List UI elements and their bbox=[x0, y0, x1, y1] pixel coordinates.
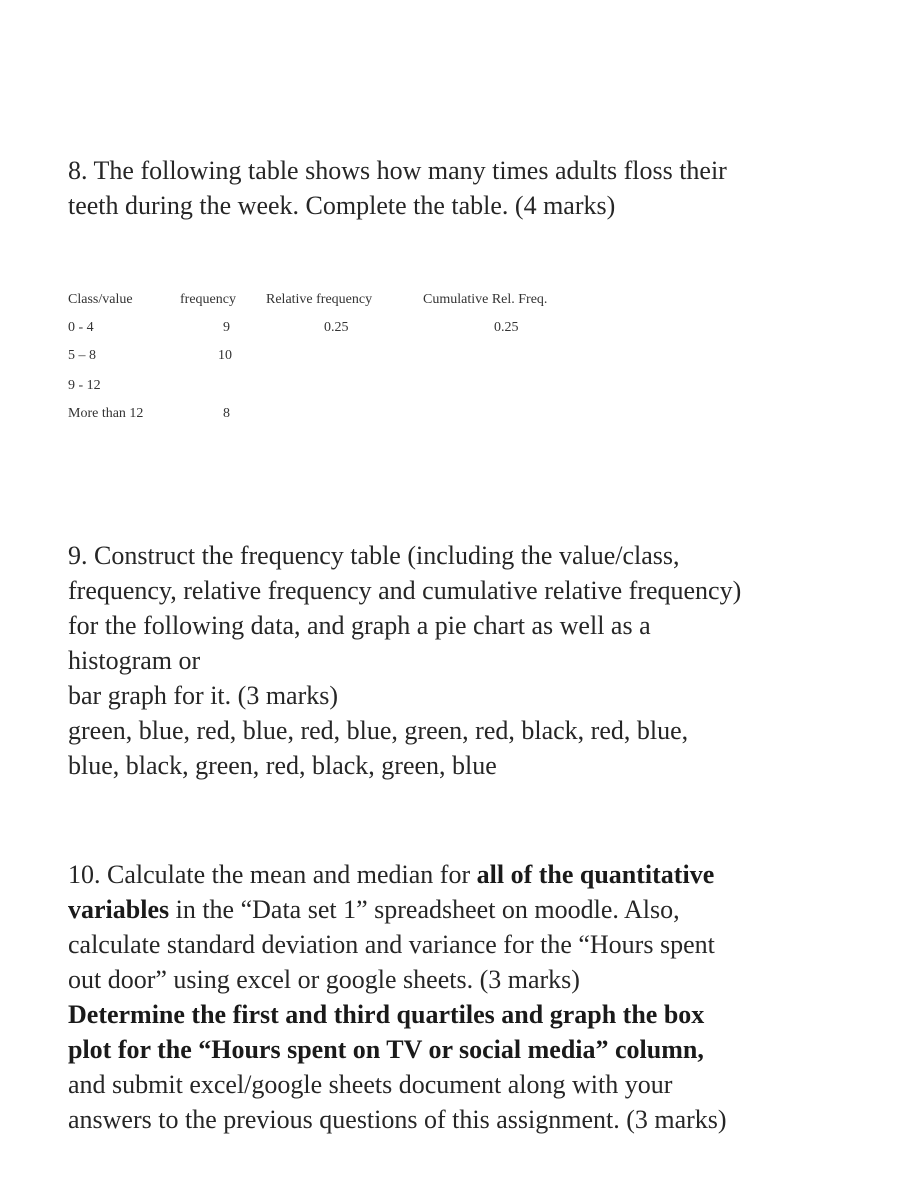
cell-class: 9 - 12 bbox=[68, 378, 101, 393]
question-9-line-1: 9. Construct the frequency table (including the value/class, bbox=[68, 541, 680, 570]
question-9-line-3: for the following data, and graph a pie chart as well as a bbox=[68, 611, 651, 640]
cell-cumulative: 0.25 bbox=[494, 320, 519, 335]
cell-frequency: 10 bbox=[218, 348, 232, 363]
question-10-line-1 bbox=[68, 857, 868, 892]
question-10 bbox=[68, 857, 868, 1137]
cell-class: 0 - 4 bbox=[68, 320, 94, 335]
cell-frequency: 9 bbox=[223, 320, 230, 335]
question-10-line-2-text: in the “Data set 1” spreadsheet on moodle. Also, bbox=[169, 895, 680, 924]
question-9-line-2: frequency, relative frequency and cumulative relative frequency) bbox=[68, 576, 742, 605]
question-10-line-5 bbox=[68, 997, 868, 1032]
question-9-line-4: histogram or bbox=[68, 646, 201, 675]
question-10-line-1-text: 10. Calculate the mean and median for bbox=[68, 860, 477, 889]
question-10-line-6-bold: plot for the “Hours spent on TV or social media” column, bbox=[68, 1035, 704, 1064]
header-cumulative-rel-freq: Cumulative Rel. Freq. bbox=[423, 292, 548, 307]
question-9-line-5: bar graph for it. (3 marks) bbox=[68, 681, 339, 710]
cell-class: 5 – 8 bbox=[68, 348, 96, 363]
question-10-line-2 bbox=[68, 892, 868, 927]
cell-relative: 0.25 bbox=[324, 320, 349, 335]
question-10-line-3: calculate standard deviation and variance for the “Hours spent bbox=[68, 930, 715, 959]
question-10-line-8: answers to the previous questions of this assignment. (3 marks) bbox=[68, 1105, 727, 1134]
header-frequency: frequency bbox=[180, 292, 236, 307]
header-relative-frequency: Relative frequency bbox=[266, 292, 373, 307]
question-8-line-2: teeth during the week. Complete the table. (4 marks) bbox=[68, 191, 616, 220]
header-class-value: Class/value bbox=[68, 292, 133, 307]
cell-frequency: 8 bbox=[223, 406, 230, 421]
question-9-data-line-1: green, blue, red, blue, red, blue, green, red, black, red, blue, bbox=[68, 716, 689, 745]
question-10-line-4: out door” using excel or google sheets. (3 marks) bbox=[68, 965, 580, 994]
question-10-line-7: and submit excel/google sheets document along with your bbox=[68, 1070, 673, 1099]
question-8-line-1: 8. The following table shows how many times adults floss their bbox=[68, 156, 727, 185]
question-10-line-2-bold: variables bbox=[68, 895, 170, 924]
question-10-line-5-bold: Determine the first and third quartiles and graph the box bbox=[68, 1000, 705, 1029]
question-8 bbox=[68, 153, 868, 223]
question-9-data-line-2: blue, black, green, red, black, green, blue bbox=[68, 751, 497, 780]
question-10-line-6 bbox=[68, 1032, 868, 1067]
question-9 bbox=[68, 538, 868, 783]
question-10-line-1-bold: all of the quantitative bbox=[476, 860, 715, 889]
cell-class: More than 12 bbox=[68, 406, 144, 421]
